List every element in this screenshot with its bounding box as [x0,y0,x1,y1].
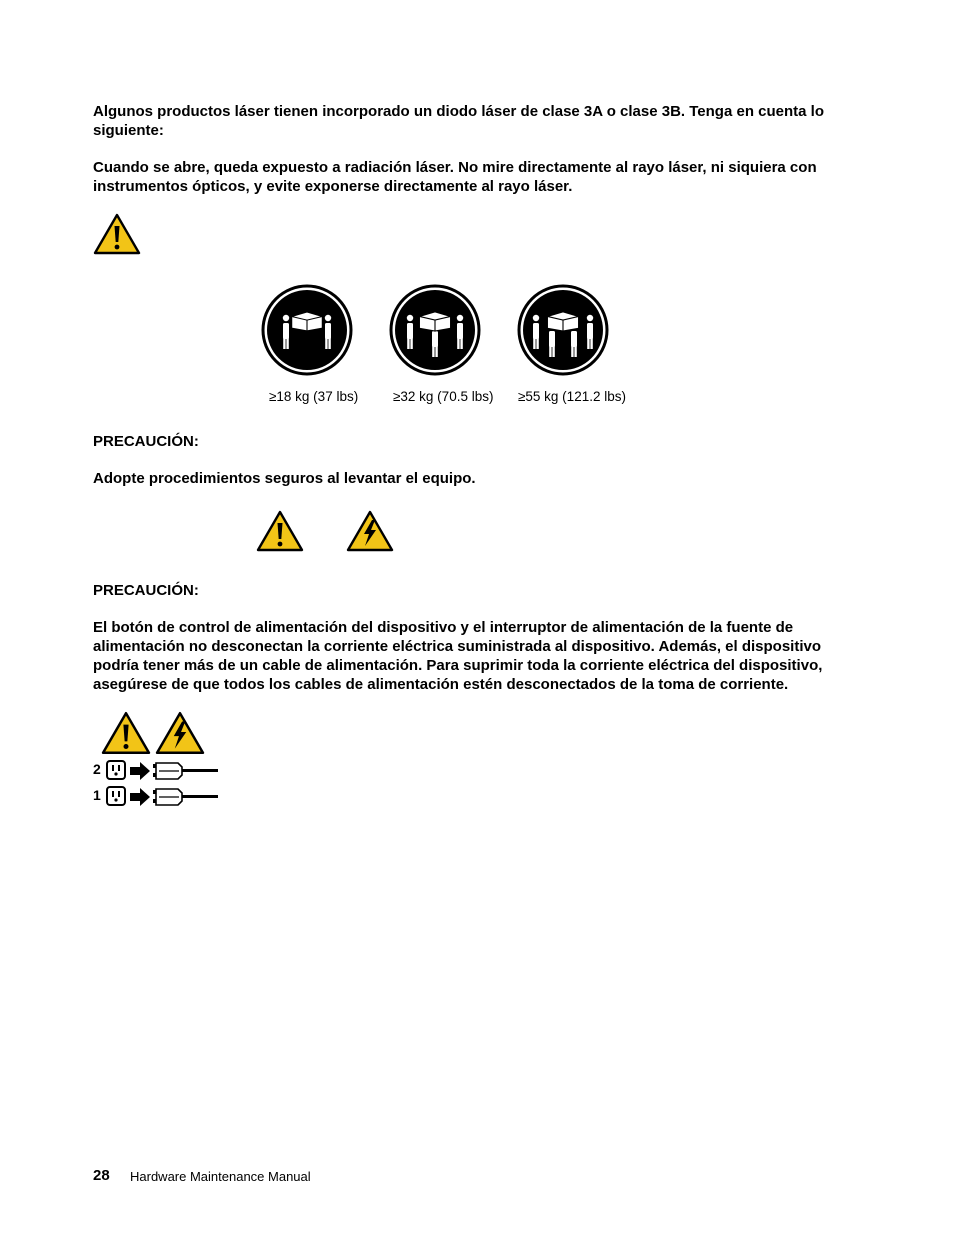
electrical-hazard-icon [346,510,394,552]
power-outlet-icon [106,786,126,806]
page-number: 28 [93,1167,110,1184]
laser-exposure-warning: Cuando se abre, queda expuesto a radiación láser. No mire directamente al rayo láser, ni siquiera con instrumentos ópticos, y evite exponerse directamente al rayo láser. [93,159,817,195]
two-person-lift-icon [261,284,353,376]
arrow-icon [129,787,151,807]
power-caution-text: El botón de control de alimentación del dispositivo y el interruptor de alimentación de la fuente de alimentación no desconectan la corriente eléctrica suministrada al dispositivo. Además, el dispositivo podría tener más de un cable de alimentación. Para suprimir toda la corriente eléctrica del dispositivo, asegúrese de que todos los cables de alimentación estén desconectados de la toma de corriente. [93,619,823,693]
manual-title: Hardware Maintenance Manual [130,1169,311,1184]
weight-label-three-person: ≥32 kg (70.5 lbs) [393,389,494,404]
lifting-caution-heading: PRECAUCIÓN: [93,433,199,450]
laser-class-note: Algunos productos láser tienen incorporado un diodo láser de clase 3A o clase 3B. Tenga en cuenta lo siguiente: [93,103,824,139]
power-plug-icon [152,761,218,781]
weight-label-four-person: ≥55 kg (121.2 lbs) [518,389,626,404]
power-caution-heading: PRECAUCIÓN: [93,582,199,599]
outlet-label: 1 [93,787,101,803]
warning-triangle-icon [101,711,151,755]
power-plug-icon [152,787,218,807]
electrical-hazard-icon [155,711,205,755]
lifting-caution-text: Adopte procedimientos seguros al levantar el equipo. [93,470,476,487]
arrow-icon [129,761,151,781]
warning-triangle-icon [93,213,141,255]
outlet-label: 2 [93,761,101,777]
warning-triangle-icon [256,510,304,552]
power-outlet-icon [106,760,126,780]
three-person-lift-icon [389,284,481,376]
four-person-lift-icon [517,284,609,376]
weight-label-two-person: ≥18 kg (37 lbs) [269,389,359,404]
